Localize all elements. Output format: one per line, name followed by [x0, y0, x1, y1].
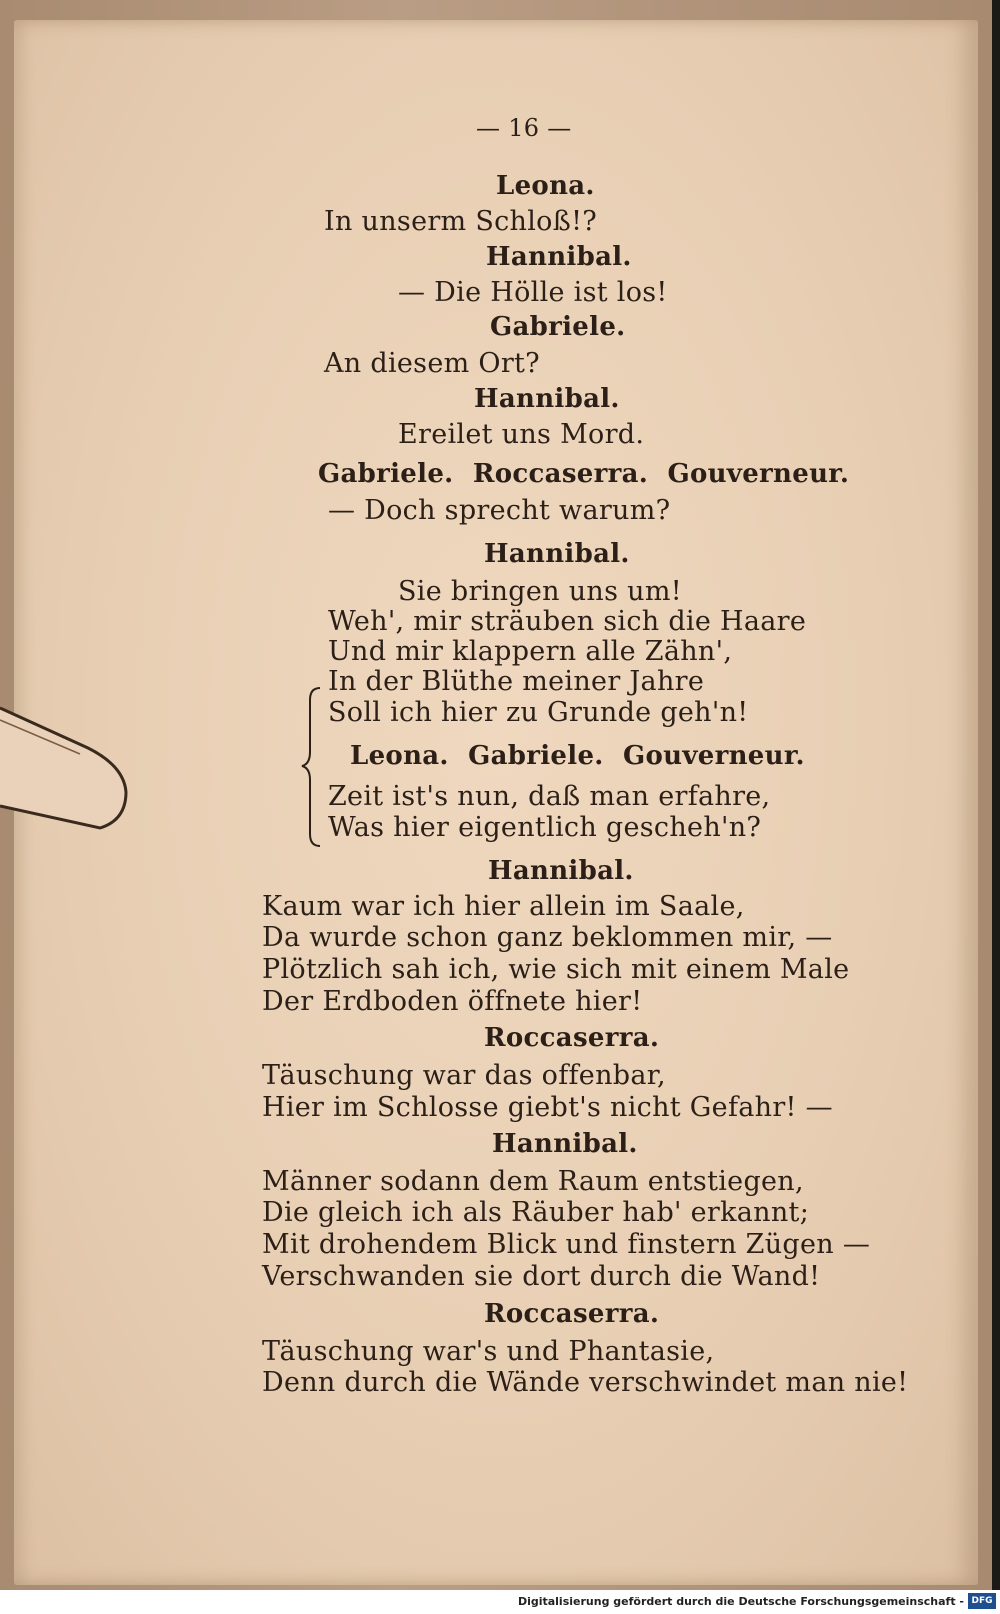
speaker-label: Hannibal.: [488, 856, 634, 886]
verse-line: In unserm Schloß!?: [324, 206, 598, 237]
verse-line: In der Blüthe meiner Jahre: [328, 666, 705, 697]
verse-line: Zeit ist's nun, daß man erfahre,: [328, 781, 771, 812]
speaker-label: Hannibal.: [484, 539, 630, 569]
verse-line: Plötzlich sah ich, wie sich mit einem Male: [262, 954, 850, 985]
verse-line: Was hier eigentlich gescheh'n?: [328, 812, 762, 843]
verse-line: Kaum war ich hier allein im Saale,: [262, 891, 745, 922]
verse-line: Weh', mir sträuben sich die Haare: [328, 606, 807, 637]
verse-line: Soll ich hier zu Grunde geh'n!: [328, 697, 749, 728]
footer-credit: Digitalisierung gefördert durch die Deutsche Forschungsgemeinschaft -: [517, 1595, 964, 1608]
dfg-logo: DFG: [968, 1593, 996, 1609]
verse-line: Mit drohendem Blick und finstern Zügen —: [262, 1229, 871, 1260]
verse-line: Der Erdboden öffnete hier!: [262, 986, 643, 1017]
verse-line: Und mir klappern alle Zähn',: [328, 636, 733, 667]
page-number: — 16 —: [476, 114, 572, 142]
curly-brace-icon: [300, 686, 324, 848]
verse-line: Täuschung war das offenbar,: [262, 1060, 666, 1091]
verse-line: — Doch sprecht warum?: [328, 495, 671, 526]
verse-line: Männer sodann dem Raum entstiegen,: [262, 1166, 804, 1197]
digitization-footer: [0, 1590, 1000, 1614]
verse-line: Da wurde schon ganz beklommen mir, —: [262, 922, 833, 953]
verse-line: Verschwanden sie dort durch die Wand!: [262, 1261, 821, 1292]
speaker-label: Hannibal.: [474, 384, 620, 414]
speaker-label: Hannibal.: [492, 1129, 638, 1159]
speaker-label: Leona.: [496, 171, 595, 201]
speaker-label: Leona. Gabriele. Gouverneur.: [350, 741, 805, 771]
verse-line: An diesem Ort?: [324, 348, 540, 379]
verse-line: — Die Hölle ist los!: [398, 277, 668, 308]
verse-line: Ereilet uns Mord.: [398, 419, 645, 450]
verse-line: Die gleich ich als Räuber hab' erkannt;: [262, 1197, 810, 1228]
speaker-label: Roccaserra.: [484, 1023, 660, 1053]
verse-line: Hier im Schlosse giebt's nicht Gefahr! —: [262, 1092, 833, 1123]
verse-line: Denn durch die Wände verschwindet man nie!: [262, 1367, 909, 1398]
speaker-label: Gabriele. Roccaserra. Gouverneur.: [318, 459, 850, 489]
verse-line: Täuschung war's und Phantasie,: [262, 1336, 715, 1367]
speaker-label: Hannibal.: [486, 242, 632, 272]
speaker-label: Roccaserra.: [484, 1299, 660, 1329]
speaker-label: Gabriele.: [490, 312, 626, 342]
verse-line: Sie bringen uns um!: [398, 576, 682, 607]
